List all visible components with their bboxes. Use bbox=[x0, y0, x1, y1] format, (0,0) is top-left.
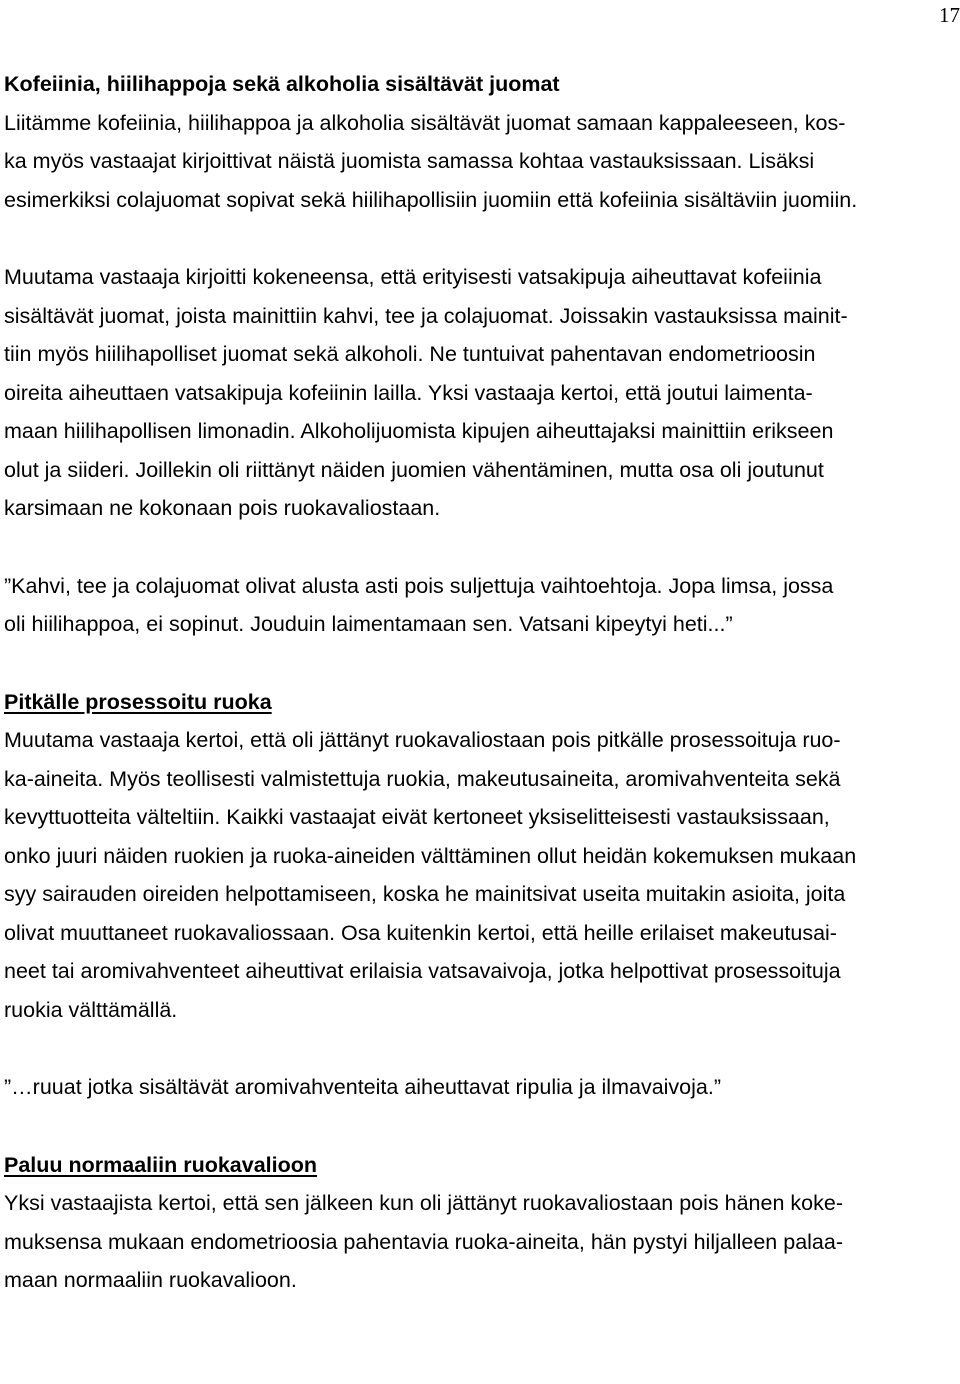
section-heading-beverages: Kofeiinia, hiilihappoja sekä alkoholia sisältävät juomat bbox=[4, 72, 560, 96]
section-heading-processed-food: Pitkälle prosessoitu ruoka bbox=[4, 689, 272, 714]
paragraph-beverages-intro bbox=[4, 104, 960, 220]
text-line: olut ja siideri. Joillekin oli riittänyt näiden juomien vähentäminen, mutta osa oli joutunut bbox=[4, 457, 824, 482]
text-line: sisältävät juomat, joista mainittiin kahvi, tee ja colajuomat. Joissakin vastauksissa mainit- bbox=[4, 303, 848, 328]
text-line: maan hiilihapollisen limonadin. Alkoholijuomista kipujen aiheuttajaksi mainittiin erikseen bbox=[4, 419, 834, 443]
text-line: karsimaan ne kokonaan pois ruokavaliostaan. bbox=[4, 496, 441, 520]
text-line: Liitämme kofeiinia, hiilihappoa ja alkoholia sisältävät juomat samaan kappaleeseen, kos- bbox=[4, 110, 846, 135]
quote-line: ”Kahvi, tee ja colajuomat olivat alusta asti pois suljettuja vaihtoehtoja. Jopa limsa, jossa bbox=[4, 573, 834, 598]
text-line: syy sairauden oireiden helpottamiseen, koska he mainitsivat useita muitakin asioita, joita bbox=[4, 882, 846, 906]
section-heading-return-to-normal: Paluu normaaliin ruokavalioon bbox=[4, 1152, 318, 1177]
text-line: Muutama vastaaja kertoi, että oli jättänyt ruokavaliostaan pois pitkälle prosessoituja ruo- bbox=[4, 728, 841, 752]
paragraph-beverages-details bbox=[4, 258, 960, 528]
document-body bbox=[4, 65, 960, 1300]
text-line: Muutama vastaaja kirjoitti kokeneensa, että erityisesti vatsakipuja aiheuttavat kofeiinia bbox=[4, 265, 822, 289]
quote-processed-food bbox=[4, 1068, 960, 1107]
text-line: onko juuri näiden ruokien ja ruoka-aineiden välttäminen ollut heidän kokemuksen mukaan bbox=[4, 843, 857, 868]
paragraph-processed-food bbox=[4, 721, 960, 1029]
quote-line: oli hiilihappoa, ei sopinut. Jouduin laimentamaan sen. Vatsani kipeytyi heti...” bbox=[4, 612, 733, 636]
text-line: kevyttuotteita välteltiin. Kaikki vastaajat eivät kertoneet yksiselitteisesti vastauksissaan, bbox=[4, 805, 830, 829]
text-line: ka myös vastaajat kirjoittivat näistä juomista samassa kohtaa vastauksissaan. Lisäksi bbox=[4, 149, 815, 173]
text-line: ruokia välttämällä. bbox=[4, 997, 178, 1022]
text-line: tiin myös hiilihapolliset juomat sekä alkoholi. Ne tuntuivat pahentavan endometrioosin bbox=[4, 342, 816, 366]
text-line: neet tai aromivahventeet aiheuttivat erilaisia vatsavaivoja, jotka helpottivat prosessoituja bbox=[4, 959, 841, 983]
text-line: olivat muuttaneet ruokavaliossaan. Osa kuitenkin kertoi, että heille erilaiset makeutusai- bbox=[4, 920, 837, 945]
text-line: ka-aineita. Myös teollisesti valmistettuja ruokia, makeutusaineita, aromivahventeita sekä bbox=[4, 766, 841, 791]
text-line: oireita aiheuttaen vatsakipuja kofeiinin lailla. Yksi vastaaja kertoi, että joutui laimenta- bbox=[4, 380, 813, 405]
quote-line: ”…ruuat jotka sisältävät aromivahventeita aiheuttavat ripulia ja ilmavaivoja.” bbox=[4, 1075, 722, 1099]
paragraph-return-to-normal bbox=[4, 1184, 960, 1300]
text-line: maan normaaliin ruokavalioon. bbox=[4, 1268, 297, 1292]
text-line: esimerkiksi colajuomat sopivat sekä hiilihapollisiin juomiin että kofeiinia sisältäviin juomiin. bbox=[4, 187, 858, 212]
text-line: Yksi vastaajista kertoi, että sen jälkeen kun oli jättänyt ruokavaliostaan pois hänen koke- bbox=[4, 1191, 843, 1215]
text-line: muksensa mukaan endometrioosia pahentavia ruoka-aineita, hän pystyi hiljalleen palaa- bbox=[4, 1229, 844, 1254]
quote-beverages bbox=[4, 567, 960, 644]
page-number: 17 bbox=[939, 3, 960, 27]
